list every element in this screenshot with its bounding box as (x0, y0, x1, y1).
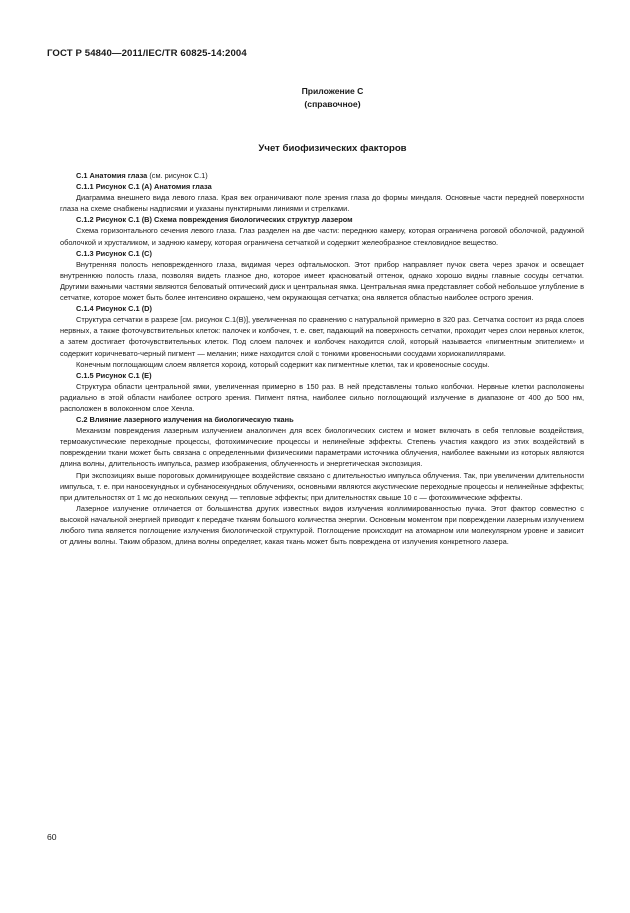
paragraph-c12: Схема горизонтального сечения левого глаза. Глаз разделен на две части: переднюю камеру, которая ограничена роговой оболочкой, радужной оболочкой и хрусталиком, и заднюю камеру, которая ограничена сетчаткой и содержит желеобразное стекловидное вещество. (60, 226, 584, 247)
standard-header: ГОСТ Р 54840—2011/IEC/TR 60825-14:2004 (47, 48, 247, 59)
paragraph-c14b: Конечным поглощающим слоем является хороид, который содержит как пигментные клетки, так и кровеносные сосуды. (76, 359, 490, 369)
section-title (0, 143, 630, 154)
document-body (60, 170, 584, 547)
heading-c1 (60, 170, 584, 181)
heading-c1-text: С.1 Анатомия глаза (76, 171, 148, 180)
paragraph-c2a: Механизм повреждения лазерным излучением аналогичен для всех биологических систем и может включать в себя тепловые воздействия, термоакустические переходные процессы, фотохимические процессы и нелинейные эффекты. Степень участия каждого из этих воздействий в повреждении ткани может быть связана с определенными физическими параметрами источника облучения, наиболее важными из которых являются длина волны, длительность импульса, размер изображения, облученность и энергетическая экспозиция. (60, 426, 584, 469)
paragraph-c2c: Лазерное излучение отличается от большинства других известных видов излучения коллимированностью пучка. Этот фактор совместно с высокой начальной энергией приводит к передаче тканям большого количества энергии. Основным моментом при повреждении лазерным излучением любого типа является поглощение излучения биологической структурой. Поглощение происходит на атомарном или молекулярном уровне и зависит от длины волны. Таким образом, длина волны определяет, какая ткань может быть повреждена от излучения конкретного лазера. (60, 503, 584, 547)
annex-title: Приложение С (301, 86, 364, 96)
paragraph-c2b: При экспозициях выше пороговых доминирующее воздействие связано с длительностью импульса облучения. Так, при увеличении длительности импульса, т. е. при наносекундных и субнаносекундных облучениях, основными являются акустические переходные процессы и нелинейные эффекты; при длительностях от 1 мс до нескольких секунд — тепловые эффекты; при длительностях свыше 10 с — фотохимические эффекты. (60, 470, 584, 502)
page-number: 60 (47, 832, 57, 842)
paragraph-c11: Диаграмма внешнего вида левого глаза. Края век ограничивают поле зрения глаза до формы миндаля. Основные части передней поверхности глаза на схеме снабжены надписями и указаны пунктирными линиями и стрелками. (60, 193, 584, 214)
heading-c2: С.2 Влияние лазерного излучения на биологическую ткань (76, 415, 294, 425)
paragraph-c15: Структура области центральной ямки, увеличенная примерно в 150 раз. В ней представлены только колбочки. Нервные клетки расположены радиально в этой области наиболее острого зрения. Пигмент пятна, наиболее сильно поглощающий излучение в диапазоне от 400 до 500 нм, расположен в волоконном слое Хенла. (60, 381, 584, 413)
heading-c1-note: (см. рисунок С.1) (147, 171, 208, 180)
heading-c11: С.1.1 Рисунок С.1 (А) Анатомия глаза (76, 182, 212, 192)
heading-c15: С.1.5 Рисунок С.1 (Е) (76, 370, 152, 380)
annex-subtitle: (справочное) (304, 98, 361, 109)
paragraph-c13: Внутренняя полость неповрежденного глаза, видимая через офтальмоскоп. Этот прибор направляет пучок света через зрачок и освещает внутреннюю полость глаза, позволяя видеть глазное дно, которое имеет красноватый оттенок, однако хорошо видны главные сосуды сетчатки. Другими важными частями являются беловатый оптический диск и центральная ямка. Центральная ямка представляет собой небольшое углубление в сетчатке, которое может быть более интенсивно окрашено, чем окружающая сетчатка; она является областью наиболее острого зрения. (60, 259, 584, 303)
heading-c14: С.1.4 Рисунок С.1 (D) (76, 304, 152, 314)
paragraph-c14a: Структура сетчатки в разрезе [см. рисунок С.1(В)], увеличенная по сравнению с натуральной примерно в 320 раз. Сетчатка состоит из ряда слоев нервных, а также фоточувствительных клеток: палочек и колбочек, т. е. свет, падающий на поверхность сетчатки, проходит через слои нервных клеток, а затем достигает фоточувствительных клеток. Под слоем палочек и колбочек находится слой, который называется «пигментным эпителием» и содержит коричневато-черный пигмент — меланин; ниже находится слой с тонкими кровеносными сосудами хориокапиллярами. (60, 315, 584, 358)
annex-heading (0, 85, 630, 110)
heading-c13: С.1.3 Рисунок С.1 (С) (76, 248, 152, 258)
section-title-text: Учет биофизических факторов (258, 143, 407, 154)
heading-c12: С.1.2 Рисунок С.1 (В) Схема повреждения биологических структур лазером (76, 215, 353, 225)
